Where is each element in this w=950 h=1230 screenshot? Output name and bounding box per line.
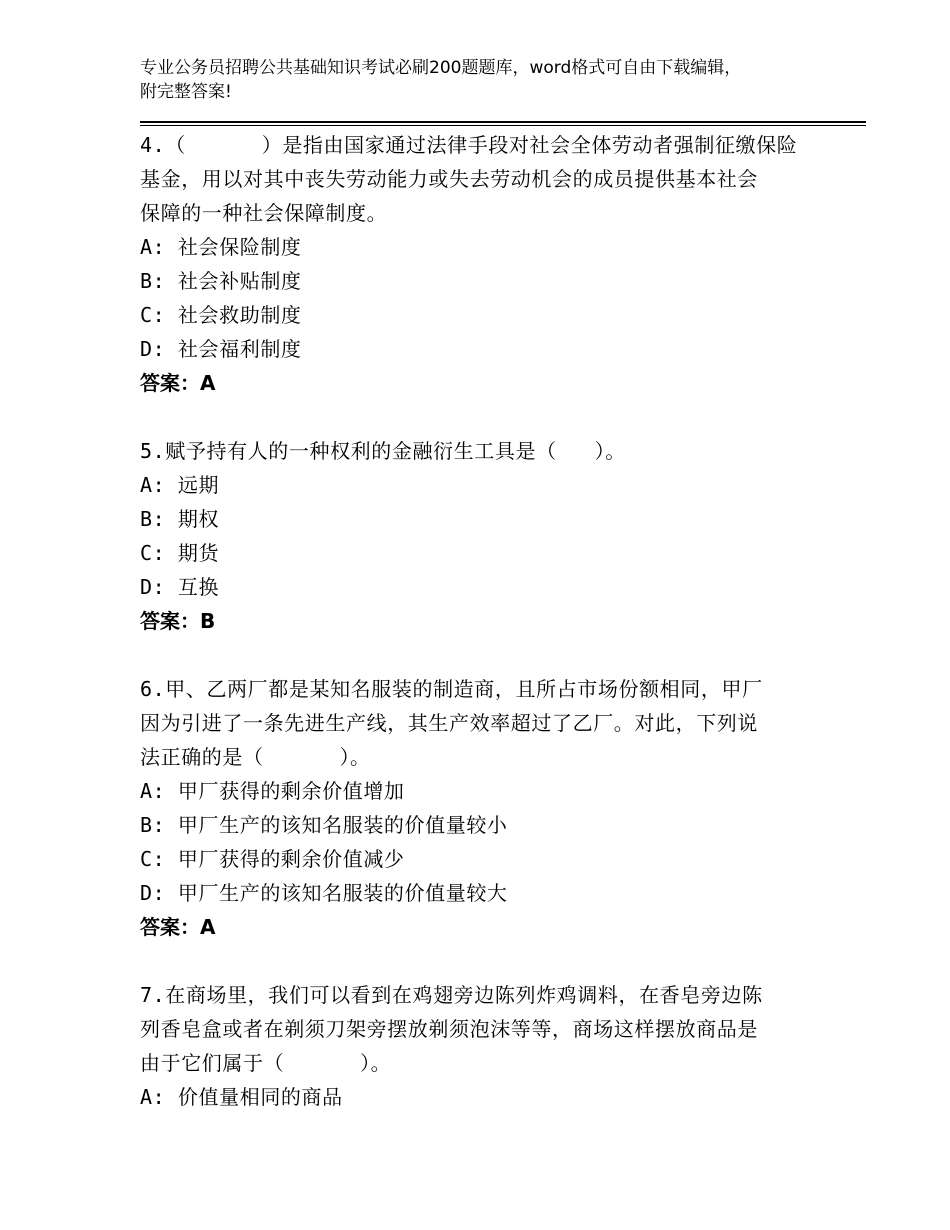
answer-label: 答案：A <box>140 915 216 939</box>
question-stem-line: 7.在商场里，我们可以看到在鸡翅旁边陈列炸鸡调料，在香皂旁边陈 <box>140 983 763 1007</box>
question-stem-line: 保障的一种社会保障制度。 <box>140 201 388 225</box>
header-line-2: 附完整答案! <box>140 82 232 102</box>
question-stem-line: 6.甲、乙两厂都是某知名服装的制造商，且所占市场份额相同，甲厂 <box>140 677 763 701</box>
option-a: A: 社会保险制度 <box>140 235 302 259</box>
option-c: C: 社会救助制度 <box>140 303 302 327</box>
question-stem-line: 基金，用以对其中丧失劳动能力或失去劳动机会的成员提供基本社会 <box>140 167 758 191</box>
question-5 <box>140 434 840 638</box>
option-c: C: 期货 <box>140 541 220 565</box>
question-stem-line: 法正确的是（ ）。 <box>140 745 371 769</box>
question-stem-line: 因为引进了一条先进生产线，其生产效率超过了乙厂。对此，下列说 <box>140 711 758 735</box>
option-b: B: 期权 <box>140 507 220 531</box>
option-b: B: 社会补贴制度 <box>140 269 302 293</box>
question-stem-line: 列香皂盒或者在剃须刀架旁摆放剃须泡沫等等，商场这样摆放商品是 <box>140 1017 758 1041</box>
option-d: D: 社会福利制度 <box>140 337 302 361</box>
answer-label: 答案：B <box>140 609 216 633</box>
question-7 <box>140 978 840 1114</box>
option-c: C: 甲厂获得的剩余价值减少 <box>140 847 405 871</box>
question-list <box>140 128 840 1148</box>
question-stem-line: 4.（ ）是指由国家通过法律手段对社会全体劳动者强制征缴保险 <box>140 133 798 157</box>
option-a: A: 甲厂获得的剩余价值增加 <box>140 779 405 803</box>
option-b: B: 甲厂生产的该知名服装的价值量较小 <box>140 813 508 837</box>
question-6 <box>140 672 840 944</box>
option-d: D: 互换 <box>140 575 220 599</box>
header-divider <box>140 121 866 126</box>
question-4 <box>140 128 840 400</box>
answer-label: 答案：A <box>140 371 216 395</box>
question-stem-line: 5.赋予持有人的一种权利的金融衍生工具是（ ）。 <box>140 439 626 463</box>
question-stem-line: 由于它们属于（ ）。 <box>140 1051 392 1075</box>
page-header <box>140 56 830 104</box>
option-d: D: 甲厂生产的该知名服装的价值量较大 <box>140 881 508 905</box>
header-line-1: 专业公务员招聘公共基础知识考试必刷200题题库，word格式可自由下载编辑， <box>140 58 742 78</box>
option-a: A: 价值量相同的商品 <box>140 1085 343 1109</box>
option-a: A: 远期 <box>140 473 220 497</box>
